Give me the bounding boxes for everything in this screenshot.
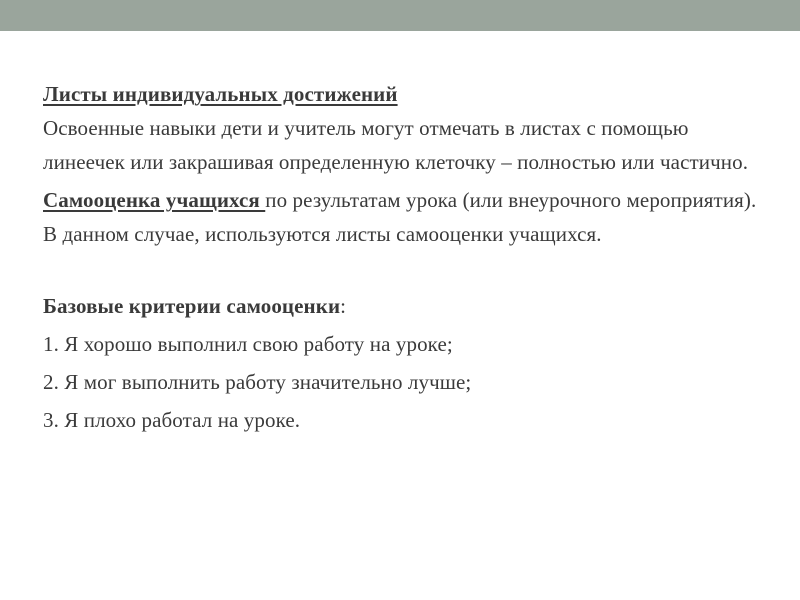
criteria-heading: Базовые критерии самооценки: [43, 294, 341, 318]
criteria-colon: :: [340, 294, 347, 318]
text-self-assessment: по результатам урока (или внеурочного мероприятия). В данном случае, используются листы самооценки учащихся.: [43, 188, 757, 246]
slide-content: [43, 77, 773, 441]
text-individual-achievements: Освоенные навыки дети и учитель могут отмечать в листах с помощью линеечек или закрашивая определенную клеточку – полностью или частично.: [43, 116, 749, 174]
section-self-assessment: [43, 183, 773, 251]
heading-individual-achievements: Листы индивидуальных достижений: [43, 82, 398, 106]
criteria-item-3: 3. Я плохо работал на уроке.: [43, 408, 301, 432]
criteria-item-2: 2. Я мог выполнить работу значительно лучше;: [43, 370, 472, 394]
criteria-item-1: 1. Я хорошо выполнил свою работу на уроке;: [43, 332, 453, 356]
top-band: [0, 0, 800, 31]
heading-self-assessment: Самооценка учащихся: [43, 188, 266, 212]
spacer: [43, 255, 773, 289]
criteria-heading-line: [43, 289, 773, 323]
section-individual-achievements: [43, 77, 773, 179]
